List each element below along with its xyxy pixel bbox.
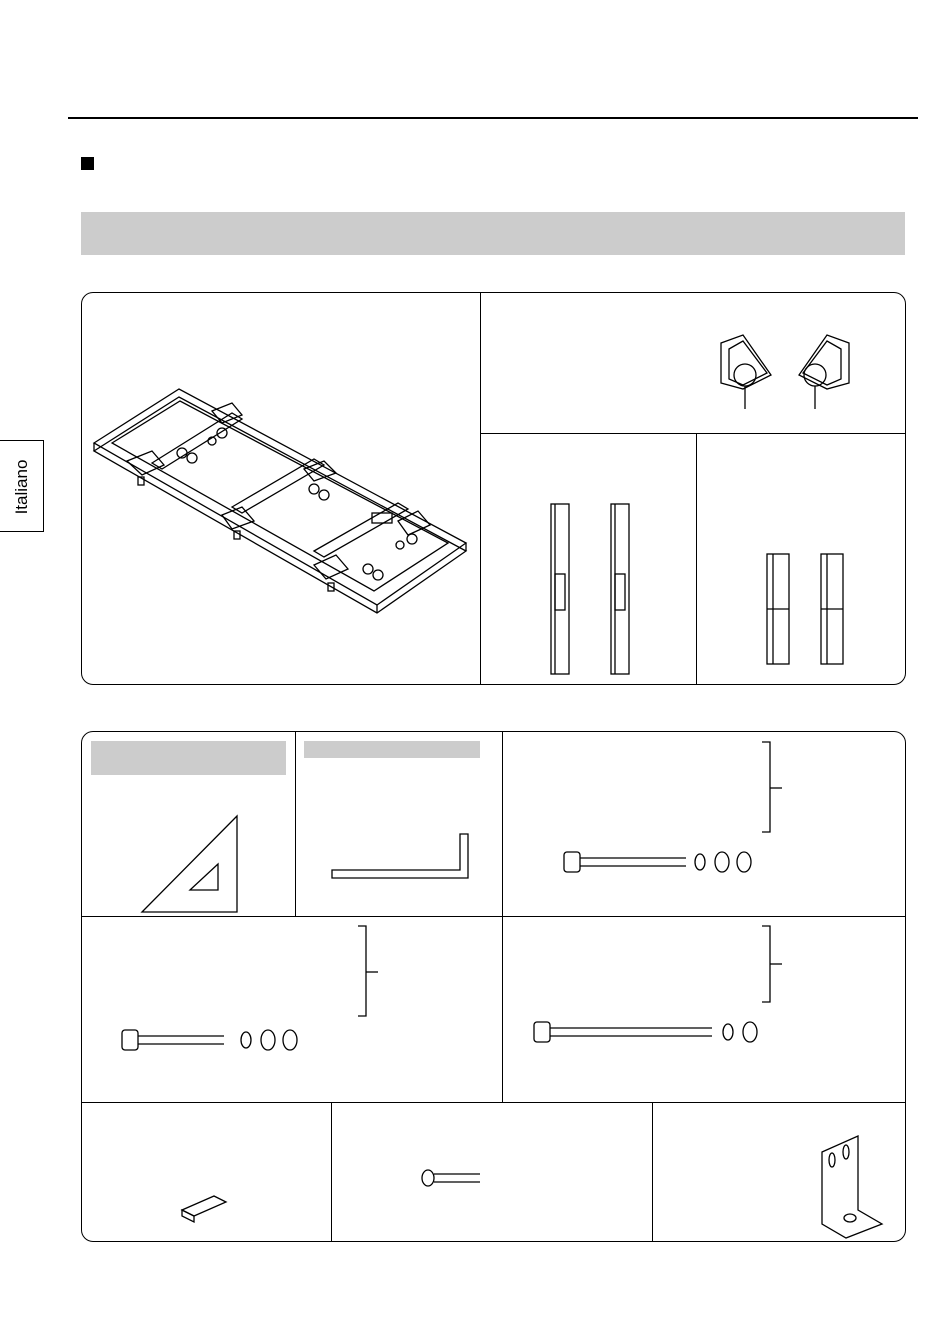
l-bracket-icon	[822, 1136, 882, 1238]
accessories-panel	[81, 731, 906, 1242]
corner-brackets-cell	[481, 293, 906, 433]
nut-icon	[283, 1030, 297, 1050]
language-tab-label: Italiano	[12, 459, 31, 515]
language-tab	[0, 440, 44, 532]
base-frame-illustration	[82, 293, 480, 685]
washer-icon	[241, 1032, 251, 1048]
bolt-icon	[564, 852, 580, 872]
corner-brackets-illustration	[481, 293, 906, 433]
bracket	[762, 742, 770, 832]
accessories-illustrations	[82, 732, 906, 1242]
channel-pieces-cell	[697, 434, 906, 685]
bolt-icon	[122, 1030, 138, 1050]
hex-key-icon	[332, 834, 468, 878]
channel-pieces-illustration	[697, 434, 906, 685]
bracket	[762, 926, 770, 1002]
vertical-posts-illustration	[481, 434, 696, 685]
top-rule	[68, 117, 918, 119]
black-square-icon	[81, 157, 94, 170]
bracket	[358, 926, 366, 1016]
vertical-posts-cell	[481, 434, 696, 685]
washer-icon	[695, 854, 705, 870]
section-header-bar	[81, 212, 905, 255]
screw-icon	[422, 1170, 434, 1186]
washer-icon	[723, 1024, 733, 1040]
set-square-icon	[142, 816, 237, 912]
bolt-icon	[534, 1022, 550, 1042]
base-frame-cell	[82, 293, 480, 685]
nut-icon	[737, 852, 751, 872]
main-parts-panel	[81, 292, 906, 685]
